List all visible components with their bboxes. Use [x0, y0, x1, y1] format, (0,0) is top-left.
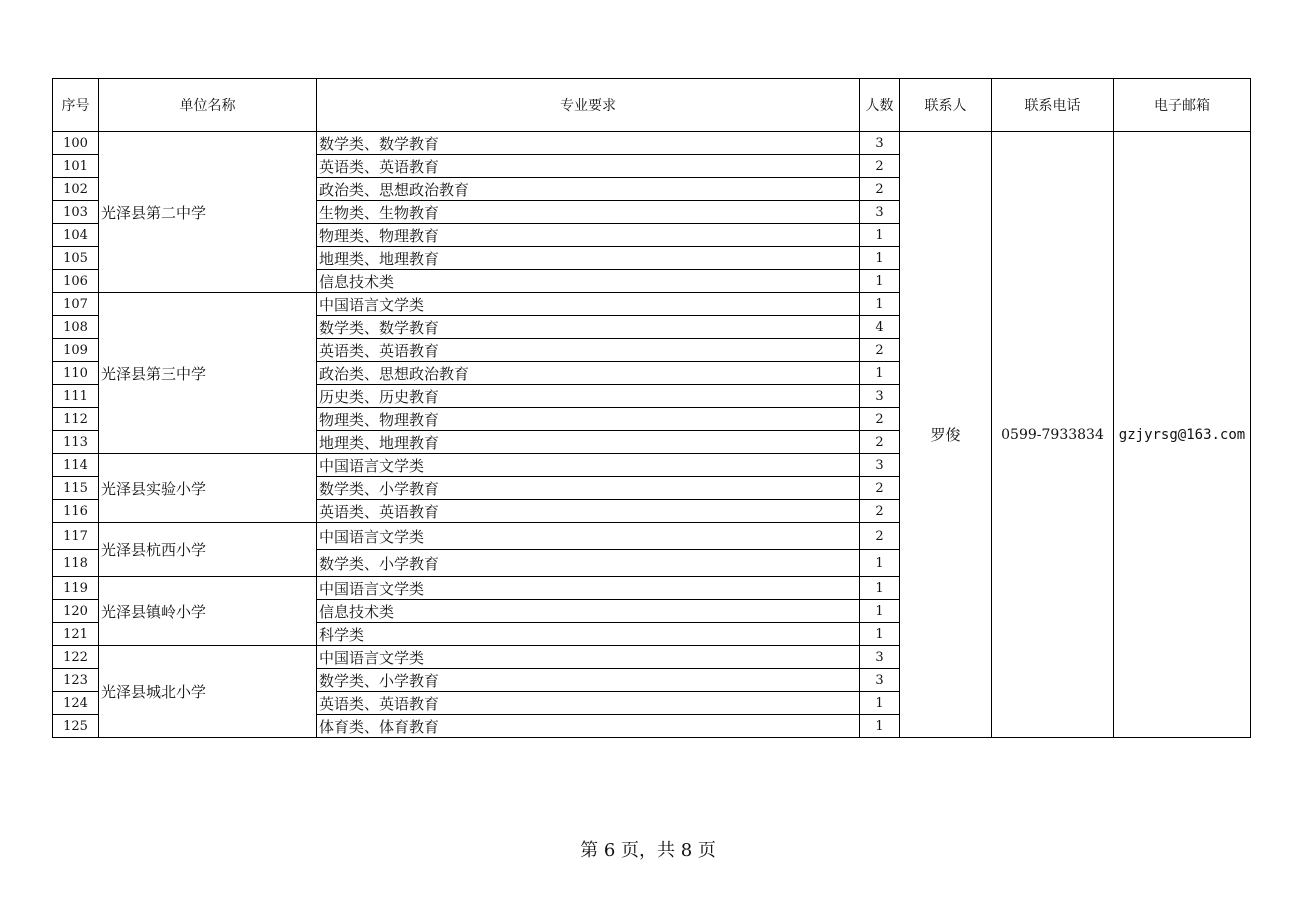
row-major: 中国语言文学类: [317, 454, 860, 477]
row-count: 1: [860, 715, 900, 738]
row-major: 英语类、英语教育: [317, 500, 860, 523]
row-seq: 108: [53, 316, 99, 339]
contact-email: gzjyrsg@163.com: [1114, 132, 1251, 738]
row-count: 2: [860, 178, 900, 201]
row-major: 英语类、英语教育: [317, 155, 860, 178]
row-count: 2: [860, 155, 900, 178]
row-seq: 124: [53, 692, 99, 715]
row-major: 英语类、英语教育: [317, 339, 860, 362]
row-count: 2: [860, 431, 900, 454]
row-major: 中国语言文学类: [317, 523, 860, 550]
row-count: 1: [860, 692, 900, 715]
row-count: 2: [860, 339, 900, 362]
row-seq: 116: [53, 500, 99, 523]
unit-name: 光泽县实验小学: [99, 454, 317, 523]
row-seq: 110: [53, 362, 99, 385]
row-seq: 114: [53, 454, 99, 477]
row-seq: 120: [53, 600, 99, 623]
row-seq: 118: [53, 550, 99, 577]
row-major: 数学类、数学教育: [317, 132, 860, 155]
row-count: 1: [860, 247, 900, 270]
row-count: 2: [860, 408, 900, 431]
row-seq: 119: [53, 577, 99, 600]
header-email: 电子邮箱: [1114, 79, 1251, 132]
row-seq: 104: [53, 224, 99, 247]
header-phone: 联系电话: [992, 79, 1114, 132]
row-count: 2: [860, 500, 900, 523]
unit-name: 光泽县杭西小学: [99, 523, 317, 577]
row-seq: 112: [53, 408, 99, 431]
contact-phone: 0599-7933834: [992, 132, 1114, 738]
row-count: 1: [860, 577, 900, 600]
row-count: 3: [860, 201, 900, 224]
row-count: 1: [860, 224, 900, 247]
row-seq: 113: [53, 431, 99, 454]
row-count: 3: [860, 454, 900, 477]
row-seq: 125: [53, 715, 99, 738]
table-body: [53, 132, 1251, 738]
row-major: 数学类、小学教育: [317, 550, 860, 577]
row-count: 1: [860, 293, 900, 316]
row-count: 1: [860, 550, 900, 577]
row-count: 4: [860, 316, 900, 339]
unit-name: 光泽县镇岭小学: [99, 577, 317, 646]
page-footer: 第 6 页，共 8 页: [580, 840, 716, 861]
contact-name: 罗俊: [900, 132, 992, 738]
table-header-row: [53, 79, 1251, 132]
row-count: 1: [860, 270, 900, 293]
header-major: 专业要求: [317, 79, 860, 132]
header-seq: 序号: [53, 79, 99, 132]
row-major: 政治类、思想政治教育: [317, 178, 860, 201]
row-count: 2: [860, 477, 900, 500]
row-count: 3: [860, 385, 900, 408]
row-count: 2: [860, 523, 900, 550]
row-seq: 105: [53, 247, 99, 270]
row-seq: 117: [53, 523, 99, 550]
row-major: 数学类、小学教育: [317, 669, 860, 692]
row-seq: 102: [53, 178, 99, 201]
row-major: 数学类、数学教育: [317, 316, 860, 339]
row-major: 信息技术类: [317, 270, 860, 293]
unit-name: 光泽县第三中学: [99, 293, 317, 454]
row-major: 中国语言文学类: [317, 646, 860, 669]
row-major: 中国语言文学类: [317, 577, 860, 600]
row-major: 物理类、物理教育: [317, 224, 860, 247]
row-seq: 107: [53, 293, 99, 316]
row-major: 英语类、英语教育: [317, 692, 860, 715]
row-seq: 103: [53, 201, 99, 224]
table-row: [53, 132, 1251, 155]
row-major: 历史类、历史教育: [317, 385, 860, 408]
header-contact: 联系人: [900, 79, 992, 132]
row-major: 政治类、思想政治教育: [317, 362, 860, 385]
row-count: 3: [860, 669, 900, 692]
row-major: 地理类、地理教育: [317, 431, 860, 454]
row-seq: 109: [53, 339, 99, 362]
row-seq: 115: [53, 477, 99, 500]
row-seq: 123: [53, 669, 99, 692]
row-seq: 122: [53, 646, 99, 669]
row-major: 地理类、地理教育: [317, 247, 860, 270]
unit-name: 光泽县第二中学: [99, 132, 317, 293]
row-count: 1: [860, 362, 900, 385]
row-major: 数学类、小学教育: [317, 477, 860, 500]
row-major: 信息技术类: [317, 600, 860, 623]
row-major: 物理类、物理教育: [317, 408, 860, 431]
row-seq: 106: [53, 270, 99, 293]
row-seq: 101: [53, 155, 99, 178]
unit-name: 光泽县城北小学: [99, 646, 317, 738]
row-seq: 100: [53, 132, 99, 155]
header-count: 人数: [860, 79, 900, 132]
row-count: 1: [860, 600, 900, 623]
recruitment-table: [52, 78, 1251, 738]
row-major: 中国语言文学类: [317, 293, 860, 316]
row-major: 生物类、生物教育: [317, 201, 860, 224]
recruitment-table-sheet: [52, 78, 1250, 761]
row-count: 3: [860, 646, 900, 669]
header-unit: 单位名称: [99, 79, 317, 132]
row-seq: 121: [53, 623, 99, 646]
row-major: 科学类: [317, 623, 860, 646]
row-count: 1: [860, 623, 900, 646]
row-count: 3: [860, 132, 900, 155]
row-seq: 111: [53, 385, 99, 408]
row-major: 体育类、体育教育: [317, 715, 860, 738]
